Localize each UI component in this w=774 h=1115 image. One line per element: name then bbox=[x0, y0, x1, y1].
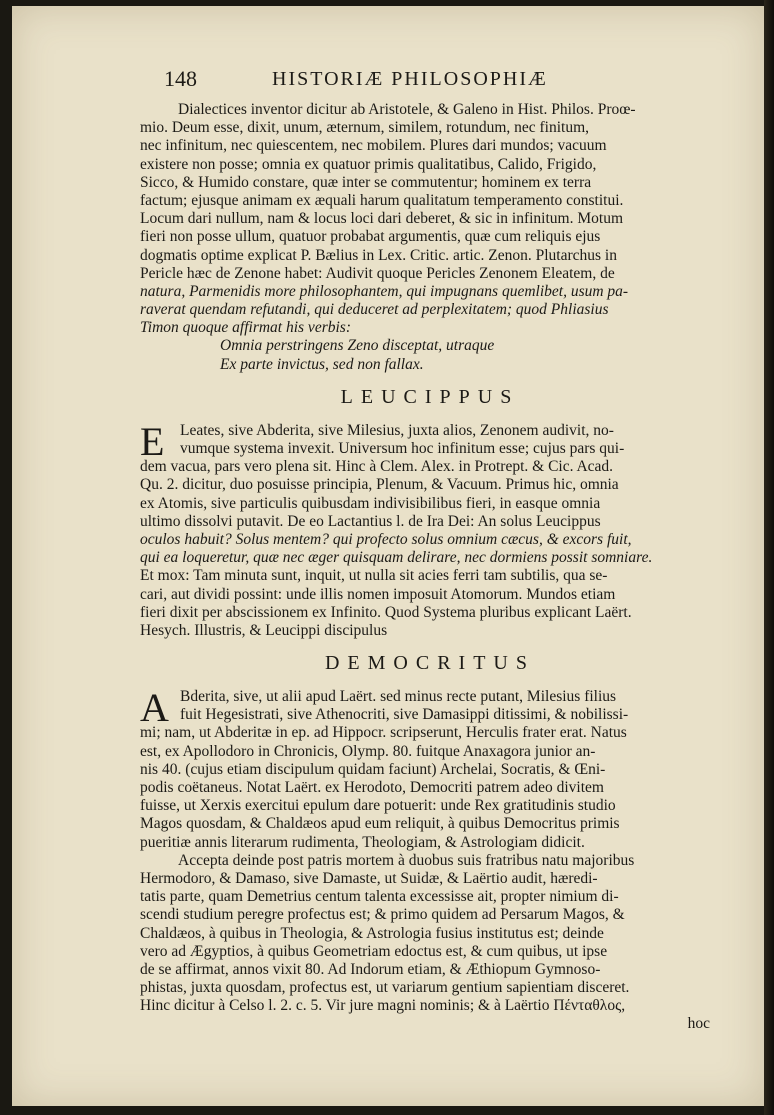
section-title-democritus: DEMOCRITUS bbox=[324, 652, 535, 675]
text-line: Qu. 2. dicitur, duo posuisse principia, Plenum, & Vacuum. Primus hic, omnia bbox=[140, 476, 619, 494]
page-header bbox=[152, 66, 672, 92]
text-line: fuisse, ut Xerxis exercitui epulum dare potuerit: unde Rex gratitudinis studio bbox=[140, 797, 616, 815]
book-spine bbox=[764, 0, 774, 1115]
text-line: Leates, sive Abderita, sive Milesius, juxta alios, Zenonem audivit, no- bbox=[180, 421, 614, 439]
text-line: nec infinitum, nec quiescentem, nec mobilem. Plures dari mundos; vacuum bbox=[140, 137, 607, 155]
democritus-paragraph-2 bbox=[140, 852, 720, 1034]
text-line: mio. Deum esse, dixit, unum, æternum, similem, rotundum, nec finitum, bbox=[140, 119, 590, 137]
text-line: existere non posse; omnia ex quatuor primis qualitatibus, Calido, Frigido, bbox=[140, 155, 597, 173]
text-line: natura, Parmenidis more philosophantem, qui impugnans quemlibet, usum pa- bbox=[140, 282, 629, 300]
text-line: Pericle hæc de Zenone habet: Audivit quoque Pericles Zenonem Eleatem, de bbox=[140, 264, 615, 282]
text-line: mi; nam, ut Abderitæ in ep. ad Hippocr. scripserunt, Herculis frater erat. Natus bbox=[140, 724, 627, 742]
text-line: raverat quendam refutandi, qui deduceret ad perplexitatem; quod Phliasius bbox=[140, 301, 609, 319]
text-line: vero ad Ægyptios, à quibus Geometriam edoctus est, & cum quibus, ut ipse bbox=[140, 942, 608, 960]
verse-line: Ex parte invictus, sed non fallax. bbox=[220, 355, 424, 373]
catchword: hoc bbox=[687, 1015, 710, 1033]
text-line: fieri non posse ullum, quatuor probabat argumentis, quæ cum reliquis ejus bbox=[140, 228, 601, 246]
text-line: Hinc dicitur à Celso l. 2. c. 5. Vir jure magni nominis; & à Laërtio Πένταθλος, bbox=[140, 997, 626, 1015]
running-title: HISTORIÆ PHILOSOPHIÆ bbox=[272, 68, 548, 90]
text-line: Et mox: Tam minuta sunt, inquit, ut nulla sit acies ferri tam subtilis, qua se- bbox=[140, 567, 608, 585]
text-line: podis coëtaneus. Notat Laërt. ex Herodoto, Democriti patrem adeo divitem bbox=[140, 779, 604, 796]
text-line: Hesych. Illustris, & Leucippi discipulus bbox=[140, 621, 388, 639]
text-line: Magos quosdam, & Chaldæos apud eum reliquit, à quibus Democritus primis bbox=[140, 815, 620, 833]
text-line: Sicco, & Humido constare, quæ inter se commutentur; hominem ex terra bbox=[140, 173, 592, 191]
text-line: fieri dixit per abscissionem ex Infinito. Quod Systema pluribus explicant Laërt. bbox=[140, 603, 632, 621]
text-line: scendi studium peregre profectus est; & primo quidem ad Persarum Magos, & bbox=[140, 906, 625, 924]
text-line: Accepta deinde post patris mortem à duobus suis fratribus natu majoribus bbox=[178, 851, 635, 869]
text-line: est, ex Apollodoro in Chronicis, Olymp. 80. fuitque Anaxagora junior an- bbox=[140, 742, 596, 760]
text-line: pueritiæ annis literarum rudimenta, Theologiam, & Astrologiam didicit. bbox=[140, 833, 585, 851]
text-line: tatis parte, quam Demetrius centum talenta excessisse ait, propter nimium di- bbox=[140, 888, 619, 906]
verse-line: Omnia perstringens Zeno disceptat, utraque bbox=[220, 337, 495, 355]
text-line: nis 40. (cujus etiam discipulum quidam faciunt) Archelai, Socratis, & Œni- bbox=[140, 760, 606, 778]
body-text bbox=[140, 101, 720, 1034]
text-line: Chaldæos, à quibus in Theologia, & Astrologia fusius institutus est; deinde bbox=[140, 924, 604, 942]
text-line: de se affirmat, annos vixit 80. Ad Indorum etiam, & Æthiopum Gymnoso- bbox=[140, 960, 601, 978]
text-line: dogmatis optime explicat P. Bælius in Lex. Critic. artic. Zenon. Plutarchus in bbox=[140, 246, 617, 264]
text-line: vumque systema invexit. Universum hoc infinitum esse; cujus pars qui- bbox=[180, 440, 625, 457]
text-line: Dialectices inventor dicitur ab Aristotele, & Galeno in Hist. Philos. Proœ- bbox=[178, 101, 636, 118]
leucippus-paragraph bbox=[140, 418, 720, 640]
text-line: Locum dari nullum, nam & locus loci dari deberet, & sic in infinitum. Motum bbox=[140, 210, 623, 228]
democritus-paragraph bbox=[140, 685, 720, 852]
text-line: qui ea loqueretur, quæ nec æger quisquam delirare, nec dormiens possit somniare. bbox=[140, 549, 653, 567]
drop-cap: E bbox=[140, 418, 165, 464]
text-line: dem vacua, pars vero plena sit. Hinc à Clem. Alex. in Protrept. & Cic. Acad. bbox=[140, 458, 614, 476]
text-line: Hermodoro, & Damaso, sive Damaste, ut Suidæ, & Laërtio audit, hæredi- bbox=[140, 869, 598, 887]
text-line: Bderita, sive, ut alii apud Laërt. sed minus recte putant, Milesius filius bbox=[180, 688, 617, 706]
book-page bbox=[12, 6, 764, 1106]
zeno-paragraph bbox=[140, 101, 720, 374]
text-line: cari, aut dividi possint: unde illis nomen imposuit Atomorum. Mundos etiam bbox=[140, 585, 616, 603]
section-title-leucippus: LEUCIPPUS bbox=[340, 385, 520, 408]
text-line: ex Atomis, sive particulis quibusdam indivisibilibus fieri, in easque omnia bbox=[140, 494, 601, 512]
text-line: ultimo dissolvi putavit. De eo Lactantius l. de Ira Dei: An solus Leucippus bbox=[140, 512, 601, 530]
text-line: fuit Hegesistrati, sive Athenocriti, sive Damasippi ditissimi, & nobilissi- bbox=[180, 706, 629, 724]
page-number: 148 bbox=[164, 66, 197, 91]
drop-cap: A bbox=[140, 685, 169, 731]
text-line: oculos habuit? Solus mentem? qui profecto solus omnium cæcus, & excors fuit, bbox=[140, 530, 632, 548]
text-line: phistas, juxta quosdam, profectus est, ut variarum gentium sapientiam disceret. bbox=[140, 979, 630, 997]
text-line: factum; ejusque animam ex æquali harum qualitatum temperamento constitui. bbox=[140, 191, 624, 209]
text-line: Timon quoque affirmat his verbis: bbox=[140, 319, 351, 337]
